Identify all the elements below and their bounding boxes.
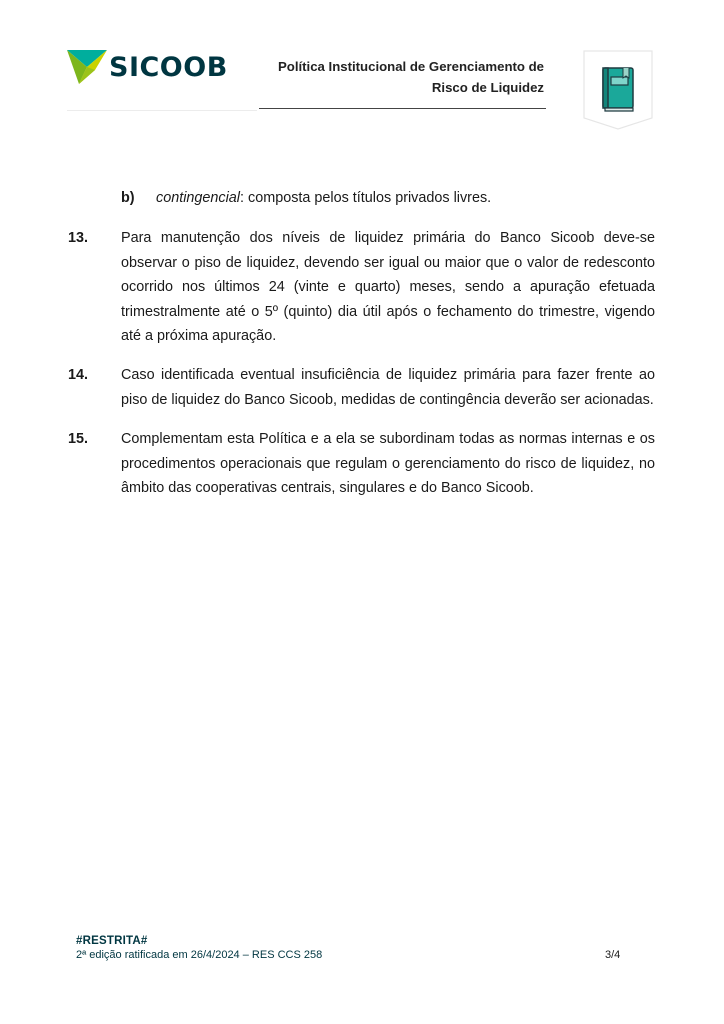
classification-tag: #RESTRITA# bbox=[76, 935, 148, 947]
item-14-text: Caso identificada eventual insuficiência de liquidez primária para fazer frente ao piso de liquidez do Banco Sicoob, medidas de contingência deverão ser acionadas. bbox=[121, 367, 655, 408]
header-divider bbox=[259, 108, 546, 109]
sicoob-logo bbox=[67, 50, 228, 84]
sub-item-text bbox=[156, 186, 491, 211]
book-icon bbox=[603, 68, 633, 111]
item-13-text: Para manutenção dos níveis de liquidez primária do Banco Sicoob deve-se observar o piso de liquidez, devendo ser igual ou maior que o valor de redesconto ocorrido nos últimos 24 (vinte e quarto) meses, sendo a apuração efetuada trimestralmente até o 5º (quinto) dia útil após o fechamento do trimestre, vigendo até a próxima apuração. bbox=[121, 230, 655, 344]
edition-note: 2ª edição ratificada em 26/4/2024 – RES CCS 258 bbox=[76, 949, 323, 961]
item-15-text: Complementam esta Política e a ela se subordinam todas as normas internas e os procedimentos operacionais que regulam o gerenciamento do risco de liquidez, no âmbito das cooperativas centrais, singulares e do Banco Sicoob. bbox=[121, 431, 655, 496]
document-title bbox=[258, 56, 544, 98]
sub-item-letter: b) bbox=[121, 190, 135, 206]
book-badge bbox=[583, 50, 653, 130]
document-title-line-2: Risco de Liquidez bbox=[431, 80, 544, 95]
item-15-number: 15. bbox=[68, 431, 89, 447]
logo-divider bbox=[67, 110, 257, 111]
brand-name: SICOOB bbox=[109, 51, 228, 83]
sub-item-term: contingencial bbox=[156, 190, 241, 206]
sicoob-symbol-icon bbox=[67, 50, 107, 84]
page-number: 3/4 bbox=[605, 949, 621, 961]
document-title-line-1: Política Institucional de Gerenciamento de bbox=[277, 59, 544, 74]
item-14-number: 14. bbox=[68, 367, 89, 383]
item-13-number: 13. bbox=[68, 230, 89, 246]
sub-item-description: : composta pelos títulos privados livres. bbox=[240, 190, 492, 206]
